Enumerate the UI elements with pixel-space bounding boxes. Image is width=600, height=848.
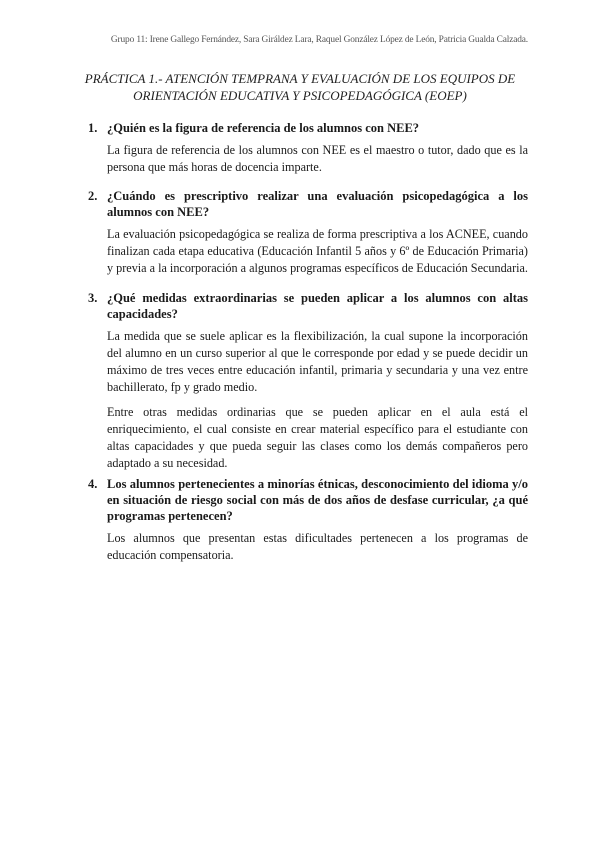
title-line-2: ORIENTACIÓN EDUCATIVA Y PSICOPEDAGÓGICA (EOEP): [133, 88, 467, 103]
question-number: 2.: [88, 189, 98, 203]
title-line-1: PRÁCTICA 1.- ATENCIÓN TEMPRANA Y EVALUACIÓN DE LOS EQUIPOS DE: [84, 71, 516, 86]
question-text: Los alumnos pertenecientes a minorías étnicas, desconocimiento del idioma y/o en situación de riesgo social con más de dos años de desfase curricular, ¿a qué programas pertenecen?: [107, 477, 528, 523]
question-text: ¿Qué medidas extraordinarias se pueden aplicar a los alumnos con altas capacidades?: [107, 291, 528, 321]
question-text: ¿Quién es la figura de referencia de los alumnos con NEE?: [107, 121, 420, 135]
question-number: 4.: [88, 477, 98, 491]
question-3: [88, 290, 528, 472]
question-text: ¿Cuándo es prescriptivo realizar una evaluación psicopedagógica a los alumnos con NEE?: [107, 189, 528, 219]
answer-paragraph: La evaluación psicopedagógica se realiza de forma prescriptiva a los ACNEE, cuando finalizan cada etapa educativa (Educación Infantil 5 años y 6º de Educación Primaria) y previa a la incorporación a algunos programas específicos de Educación Secundaria.: [107, 227, 528, 275]
answer-paragraph: La medida que se suele aplicar es la flexibilización, la cual supone la incorporación del alumno en un curso superior al que le corresponde por edad y se puede decidir un máximo de tres veces entre educación infantil, primaria y secundaria y una vez entre bachillerato, fp y grado medio.: [107, 329, 528, 394]
question-4: [88, 476, 528, 564]
page-header-authors: Grupo 11: Irene Gallego Fernández, Sara Giráldez Lara, Raquel González López de León, Patricia Gualda Calzada.: [110, 35, 528, 45]
question-1: [88, 120, 528, 176]
question-number: 1.: [88, 121, 98, 135]
answer-paragraph: Los alumnos que presentan estas dificultades pertenecen a los programas de educación compensatoria.: [107, 531, 528, 562]
question-number: 3.: [88, 291, 98, 305]
answer-paragraph: La figura de referencia de los alumnos con NEE es el maestro o tutor, dado que es la persona que más horas de docencia imparte.: [107, 143, 528, 174]
answer-paragraph: Entre otras medidas ordinarias que se pueden aplicar en el aula está el enriquecimiento, el cual consiste en crear material específico para el estudiante con altas capacidades y que pueda seguir las clases como los demás compañeros pero adaptado a su necesidad.: [107, 405, 528, 470]
question-2: [88, 188, 528, 277]
document-title: [80, 70, 520, 104]
